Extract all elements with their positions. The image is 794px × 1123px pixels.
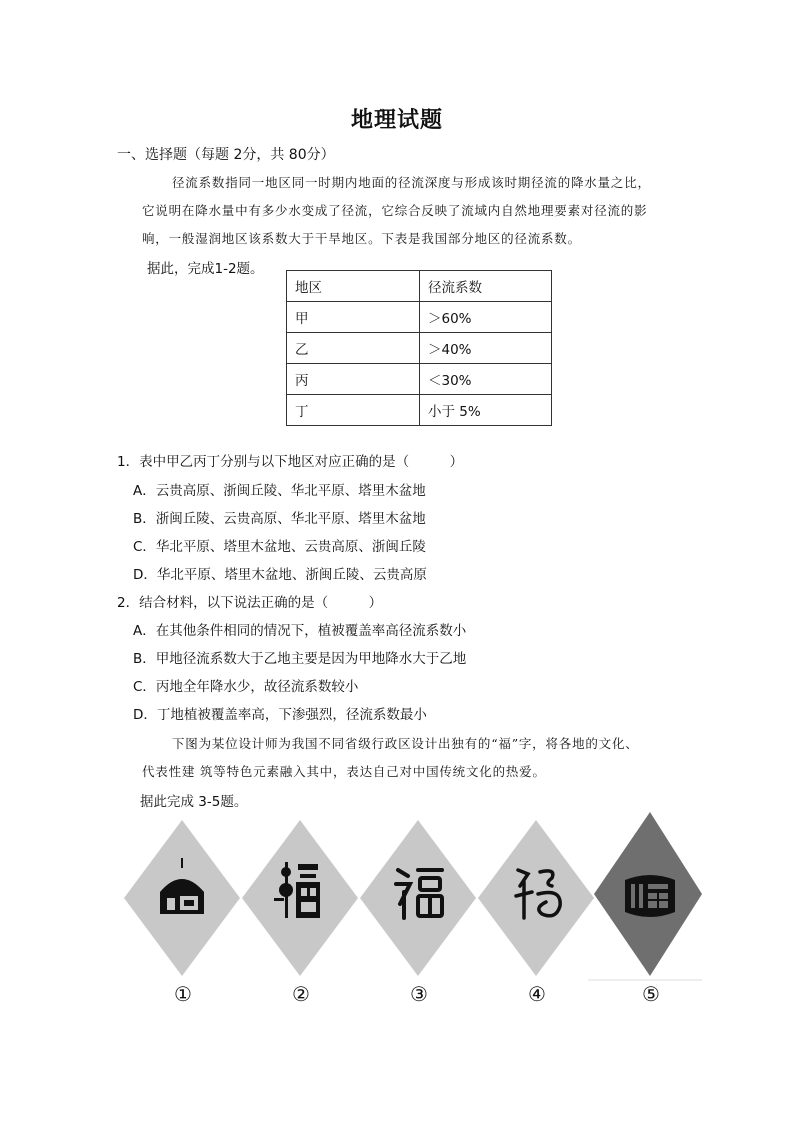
question-2-option-c: C．丙地全年降水少，故径流系数较小 <box>133 679 359 695</box>
question-1-option-c: C．华北平原、塔里木盆地、云贵高原、浙闽丘陵 <box>133 539 426 555</box>
question-1-option-b: B．浙闽丘陵、云贵高原、华北平原、塔里木盆地 <box>133 511 426 527</box>
figure-label-5: ⑤ <box>642 982 660 1006</box>
fu-diamond-2 <box>242 820 358 976</box>
fu-diamond-5 <box>594 812 702 976</box>
figure-label-3: ③ <box>410 982 428 1006</box>
table-cell: 甲 <box>287 302 420 333</box>
table-cell: ＞60% <box>420 302 552 333</box>
table-cell: ＜30% <box>420 364 552 395</box>
question-2-option-a: A．在其他条件相同的情况下，植被覆盖率高径流系数小 <box>133 623 467 639</box>
table-row <box>287 395 552 426</box>
runoff-table <box>286 270 552 426</box>
table-cell: ＞40% <box>420 333 552 364</box>
fu-diamond-3 <box>360 820 476 976</box>
question-2-option-b: B．甲地径流系数大于乙地主要是因为甲地降水大于乙地 <box>133 651 467 667</box>
lead-1-2: 据此，完成1-2题。 <box>147 261 264 277</box>
fu-diamond-4 <box>478 820 594 976</box>
table-cell: 小于 5% <box>420 395 552 426</box>
question-2-option-d: D．丁地植被覆盖率高，下渗强烈，径流系数最小 <box>133 707 427 723</box>
fu-glyph-5-icon <box>625 875 675 917</box>
intro1-line2: 它说明在降水量中有多少水变成了径流，它综合反映了流域内自然地理要素对径流的影 <box>142 203 648 218</box>
figure-label-2: ② <box>292 982 310 1006</box>
intro1-line1: 径流系数指同一地区同一时期内地面的径流深度与形成该时期径流的降水量之比， <box>172 175 651 190</box>
table-header-cell: 径流系数 <box>420 271 552 302</box>
table-cell: 乙 <box>287 333 420 364</box>
figure-label-4: ④ <box>528 982 546 1006</box>
intro2-line2: 代表性建 筑等特色元素融入其中，表达自己对中国传统文化的热爱。 <box>142 764 546 779</box>
section-heading: 一、选择题（每题 2分，共 80分） <box>117 147 335 163</box>
table-cell: 丙 <box>287 364 420 395</box>
intro1-line3: 响，一般湿润地区该系数大于干旱地区。下表是我国部分地区的径流系数。 <box>142 231 581 246</box>
table-header-row <box>287 271 552 302</box>
table-header-cell: 地区 <box>287 271 420 302</box>
intro2-line1: 下图为某位设计师为我国不同省级行政区设计出独有的“福”字，将各地的文化、 <box>172 736 639 751</box>
question-2-stem: 2．结合材料，以下说法正确的是（ ） <box>117 595 383 611</box>
question-1-stem: 1．表中甲乙丙丁分别与以下地区对应正确的是（ ） <box>117 454 464 470</box>
page-title: 地理试题 <box>350 108 443 133</box>
question-1-option-d: D．华北平原、塔里木盆地、浙闽丘陵、云贵高原 <box>133 567 427 583</box>
question-1-option-a: A．云贵高原、浙闽丘陵、华北平原、塔里木盆地 <box>133 483 426 499</box>
fu-character-figure <box>120 812 710 1012</box>
figure-label-1: ① <box>174 982 192 1006</box>
table-row <box>287 302 552 333</box>
table-row <box>287 333 552 364</box>
lead-3-5: 据此完成 3-5题。 <box>140 794 248 810</box>
table-cell: 丁 <box>287 395 420 426</box>
table-row <box>287 364 552 395</box>
fu-diamond-1 <box>124 820 240 976</box>
